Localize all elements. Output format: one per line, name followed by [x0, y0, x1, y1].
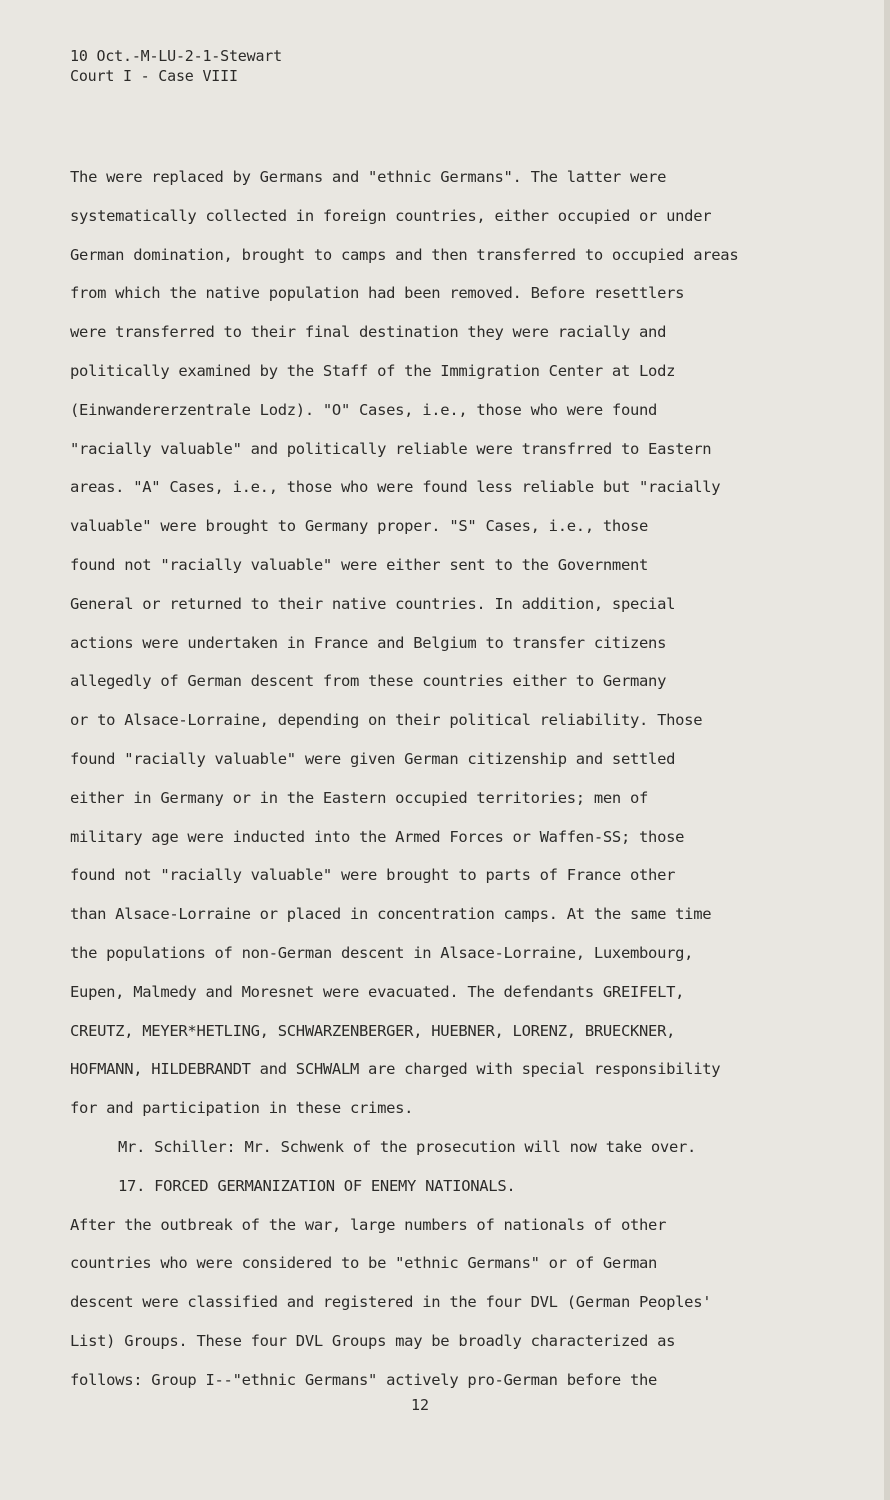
text-line: military age were inducted into the Armed Forces or Waffen-SS; those	[70, 827, 685, 846]
page-number: 12	[410, 1396, 430, 1414]
text-line: either in Germany or in the Eastern occupied territories; men of	[70, 788, 649, 807]
text-line: or to Alsace-Lorraine, depending on their political reliability. Those	[70, 711, 703, 730]
text-line: (Einwandererzentrale Lodz). "O" Cases, i.e., those who were found	[70, 400, 658, 419]
section-heading: 17. FORCED GERMANIZATION OF ENEMY NATIONALS.	[118, 1176, 516, 1195]
text-line: CREUTZ, MEYER*HETLING, SCHWARZENBERGER, HUEBNER, LORENZ, BRUECKNER,	[70, 1021, 676, 1040]
header-line-2: Court I - Case VIII	[70, 67, 238, 85]
text-line: follows: Group I--"ethnic Germans" actively pro-German before the	[70, 1370, 658, 1389]
text-line: than Alsace-Lorraine or placed in concentration camps. At the same time	[70, 905, 712, 924]
text-line: countries who were considered to be "ethnic Germans" or of German	[70, 1254, 658, 1273]
text-line: found not "racially valuable" were brought to parts of France other	[70, 866, 676, 885]
text-line: The were replaced by Germans and "ethnic Germans". The latter were	[70, 168, 667, 186]
text-line: found "racially valuable" were given German citizenship and settled	[70, 749, 676, 768]
text-line: the populations of non-German descent in Alsace-Lorraine, Luxembourg,	[70, 943, 694, 962]
header-line-1: 10 Oct.-M-LU-2-1-Stewart	[70, 47, 282, 65]
text-line: After the outbreak of the war, large numbers of nationals of other	[70, 1215, 667, 1234]
text-line: descent were classified and registered in the four DVL (German Peoples'	[70, 1293, 712, 1312]
body-text	[70, 158, 800, 1400]
text-line: actions were undertaken in France and Belgium to transfer citizens	[70, 633, 667, 652]
text-line: from which the native population had been removed. Before resettlers	[70, 284, 685, 303]
text-line: General or returned to their native countries. In addition, special	[70, 594, 676, 613]
text-line: allegedly of German descent from these countries either to Germany	[70, 672, 667, 691]
speaker-statement: Mr. Schiller: Mr. Schwenk of the prosecution will now take over.	[118, 1137, 697, 1156]
text-line: areas. "A" Cases, i.e., those who were found less reliable but "racially	[70, 478, 721, 497]
text-line: systematically collected in foreign countries, either occupied or under	[70, 206, 712, 225]
text-line: politically examined by the Staff of the Immigration Center at Lodz	[70, 361, 676, 380]
text-line: found not "racially valuable" were either sent to the Government	[70, 555, 649, 574]
text-line: "racially valuable" and politically reliable were transfrred to Eastern	[70, 439, 712, 458]
text-line: Eupen, Malmedy and Moresnet were evacuated. The defendants GREIFELT,	[70, 982, 685, 1001]
document-header	[70, 46, 282, 86]
text-line: valuable" were brought to Germany proper. "S" Cases, i.e., those	[70, 517, 649, 536]
text-line: were transferred to their final destination they were racially and	[70, 323, 667, 342]
text-line: HOFMANN, HILDEBRANDT and SCHWALM are charged with special responsibility	[70, 1060, 721, 1079]
text-line: List) Groups. These four DVL Groups may be broadly characterized as	[70, 1331, 676, 1350]
text-line: German domination, brought to camps and then transferred to occupied areas	[70, 245, 739, 264]
text-line: for and participation in these crimes.	[70, 1099, 414, 1118]
